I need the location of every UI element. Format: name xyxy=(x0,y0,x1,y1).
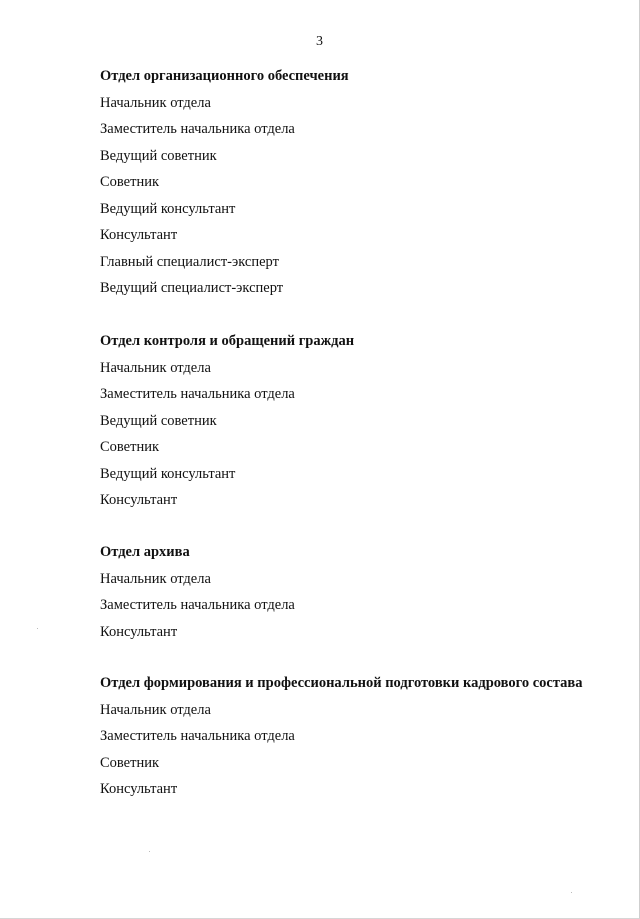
scan-speck xyxy=(149,851,150,852)
position-item: Ведущий специалист-эксперт xyxy=(100,280,284,296)
position-item: Ведущий консультант xyxy=(100,200,236,217)
section-archive xyxy=(100,544,620,650)
position-item: Заместитель начальника отдела xyxy=(100,597,295,613)
scan-speck xyxy=(37,628,38,629)
position-item: Ведущий советник xyxy=(100,412,217,429)
position-item: Советник xyxy=(100,174,160,190)
position-item: Заместитель начальника отдела xyxy=(100,386,295,402)
position-item: Начальник отдела xyxy=(100,359,211,376)
section-title: Отдел организационного обеспечения xyxy=(100,68,349,84)
section-title: Отдел контроля и обращений граждан xyxy=(100,333,355,349)
position-item: Консультант xyxy=(100,227,178,243)
position-item: Ведущий консультант xyxy=(100,465,236,482)
position-item: Начальник отдела xyxy=(100,570,211,587)
position-item: Ведущий советник xyxy=(100,147,217,164)
section-personnel-training xyxy=(100,675,620,808)
position-item: Консультант xyxy=(100,492,178,508)
section-organizational-support xyxy=(100,68,620,307)
position-item: Заместитель начальника отдела xyxy=(100,121,295,137)
position-item: Консультант xyxy=(100,781,178,797)
position-item: Начальник отдела xyxy=(100,94,211,111)
position-item: Заместитель начальника отдела xyxy=(100,728,295,744)
position-item: Главный специалист-эксперт xyxy=(100,253,279,270)
position-item: Советник xyxy=(100,439,160,455)
position-item: Консультант xyxy=(100,623,178,640)
scan-speck xyxy=(571,892,572,893)
section-title: Отдел архива xyxy=(100,544,190,560)
section-control-and-citizen-appeals xyxy=(100,333,620,519)
page-number: 3 xyxy=(316,34,323,49)
section-title: Отдел формирования и профессиональной подготовки кадрового состава xyxy=(100,675,583,691)
position-item: Начальник отдела xyxy=(100,701,211,718)
position-item: Советник xyxy=(100,754,160,771)
